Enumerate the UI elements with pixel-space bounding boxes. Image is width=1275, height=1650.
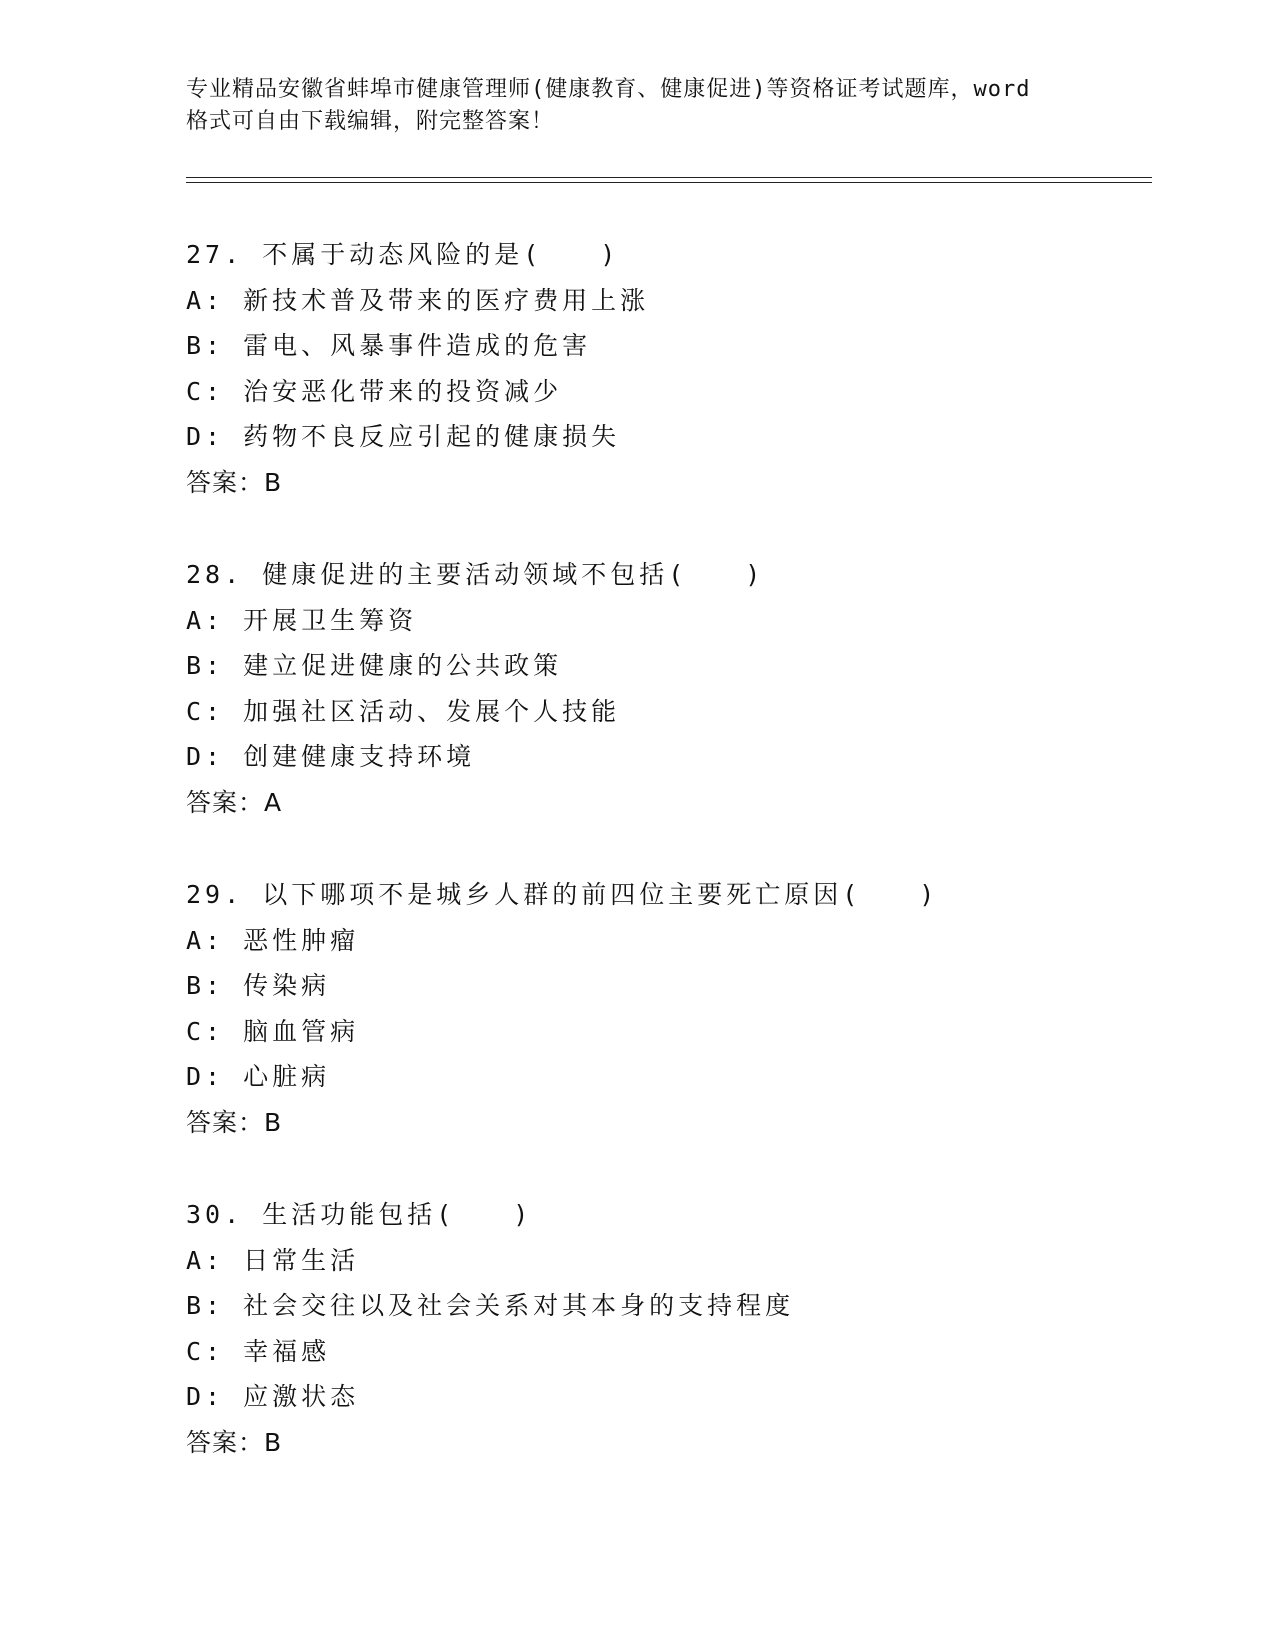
option-c: C: 治安恶化带来的投资减少: [186, 376, 563, 406]
question-28: [186, 552, 1146, 872]
option-d: D: 创建健康支持环境: [186, 742, 476, 771]
option-d: D: 心脏病: [186, 1062, 331, 1091]
option-b: B: 雷电、风暴事件造成的危害: [186, 331, 592, 360]
question-30: [186, 1192, 1146, 1512]
option-b: B: 传染病: [186, 971, 331, 1000]
question-stem: 30. 生活功能包括( ): [186, 1200, 533, 1229]
header-line-1: 专业精品安徽省蚌埠市健康管理师(健康教育、健康促进)等资格证考试题库，word: [186, 77, 1031, 102]
answer-label: 答案：: [186, 787, 265, 817]
answer-value: B: [264, 1107, 283, 1137]
option-a: A: 开展卫生筹资: [186, 605, 418, 635]
answer-line: [186, 780, 1146, 826]
answer-label: 答案：: [186, 467, 265, 497]
question-stem: 29. 以下哪项不是城乡人群的前四位主要死亡原因( ): [186, 880, 939, 909]
answer-line: [186, 460, 1146, 506]
option-a: A: 恶性肿瘤: [186, 925, 360, 955]
answer-line: [186, 1100, 1146, 1146]
question-27: [186, 232, 1146, 552]
question-29: [186, 872, 1146, 1192]
answer-label: 答案：: [186, 1107, 265, 1137]
answer-label: 答案：: [186, 1427, 265, 1457]
answer-value: B: [264, 467, 283, 497]
answer-line: [186, 1420, 1146, 1466]
header-line-2: 格式可自由下载编辑，附完整答案！: [186, 109, 555, 134]
option-a: A: 日常生活: [186, 1245, 360, 1275]
option-c: C: 加强社区活动、发展个人技能: [186, 696, 621, 726]
option-b: B: 社会交往以及社会关系对其本身的支持程度: [186, 1291, 795, 1320]
option-c: C: 幸福感: [186, 1336, 331, 1366]
option-c: C: 脑血管病: [186, 1016, 360, 1046]
document-header: [186, 74, 1086, 138]
option-b: B: 建立促进健康的公共政策: [186, 651, 563, 680]
header-divider-bottom: [186, 182, 1152, 183]
option-a: A: 新技术普及带来的医疗费用上涨: [186, 285, 650, 315]
option-d: D: 药物不良反应引起的健康损失: [186, 422, 621, 451]
answer-value: B: [264, 1427, 283, 1457]
header-divider-top: [186, 177, 1152, 178]
question-stem: 28. 健康促进的主要活动领域不包括( ): [186, 560, 765, 589]
option-d: D: 应激状态: [186, 1382, 360, 1411]
answer-value: A: [264, 787, 283, 817]
question-stem: 27. 不属于动态风险的是( ): [186, 240, 620, 269]
question-list: [186, 232, 1146, 1512]
